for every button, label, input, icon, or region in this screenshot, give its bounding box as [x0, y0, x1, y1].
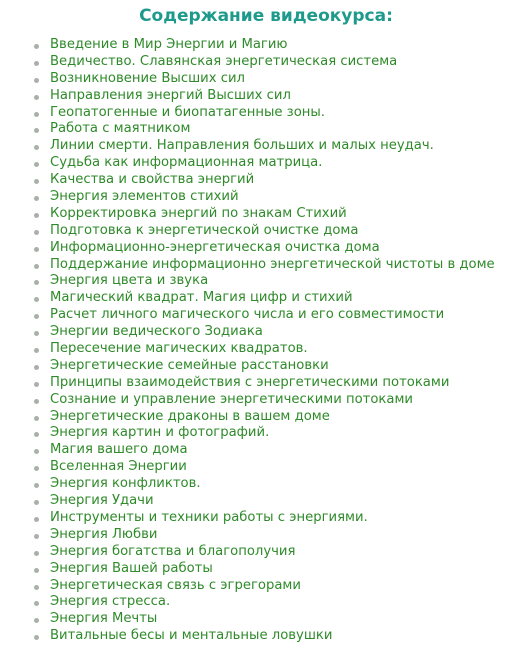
bullet-icon	[34, 95, 39, 100]
list-item-label: Энергетические драконы в вашем доме	[50, 408, 330, 424]
list-item-label: Вселенная Энергии	[50, 459, 187, 475]
bullet-icon	[34, 78, 39, 83]
list-item	[0, 561, 532, 578]
bullet-icon	[34, 297, 39, 302]
bullet-icon	[34, 128, 39, 133]
list-item	[0, 510, 532, 527]
list-item-label: Сознание и управление энергетическими потоками	[50, 391, 413, 407]
list-item-label: Энергия Любви	[50, 526, 158, 542]
bullet-icon	[34, 466, 39, 471]
bullet-icon	[34, 280, 39, 285]
bullet-icon	[34, 483, 39, 488]
bullet-icon	[34, 247, 39, 252]
list-item	[0, 223, 532, 240]
bullet-icon	[34, 196, 39, 201]
list-item	[0, 240, 532, 257]
list-item	[0, 273, 532, 290]
list-item-label: Энергетические семейные расстановки	[50, 357, 329, 373]
bullet-icon	[34, 264, 39, 269]
list-item-label: Энергия Вашей работы	[50, 560, 213, 576]
list-item	[0, 594, 532, 611]
bullet-icon	[34, 61, 39, 66]
bullet-icon	[34, 635, 39, 640]
list-item-label: Энергии ведического Зодиака	[50, 324, 263, 340]
list-item-label: Энергия Мечты	[50, 611, 158, 627]
list-item-label: Энергия цвета и звука	[50, 273, 209, 289]
bullet-icon	[34, 145, 39, 150]
list-item	[0, 324, 532, 341]
list-item	[0, 189, 532, 206]
list-item-label: Судьба как информационная матрица.	[50, 155, 323, 171]
list-item-label: Геопатогенные и биопатагенные зоны.	[50, 104, 325, 120]
bullet-icon	[34, 331, 39, 336]
list-item	[0, 409, 532, 426]
course-topic-list	[0, 37, 532, 645]
list-item-label: Энергия конфликтов.	[50, 476, 201, 492]
list-item	[0, 172, 532, 189]
list-item-label: Витальные бесы и ментальные ловушки	[50, 628, 333, 644]
bullet-icon	[34, 382, 39, 387]
bullet-icon	[34, 568, 39, 573]
list-item-label: Энергия богатства и благополучия	[50, 543, 296, 559]
list-item-label: Ведичество. Славянская энергетическая система	[50, 53, 398, 69]
list-item	[0, 358, 532, 375]
bullet-icon	[34, 416, 39, 421]
list-item	[0, 628, 532, 645]
bullet-icon	[34, 500, 39, 505]
list-item	[0, 578, 532, 595]
list-item-label: Линии смерти. Направления больших и малых неудач.	[50, 138, 434, 154]
bullet-icon	[34, 162, 39, 167]
bullet-icon	[34, 585, 39, 590]
list-item-label: Работа с маятником	[50, 121, 191, 137]
bullet-icon	[34, 517, 39, 522]
list-item	[0, 527, 532, 544]
list-item-label: Магия вашего дома	[50, 442, 188, 458]
bullet-icon	[34, 365, 39, 370]
list-item	[0, 341, 532, 358]
list-item	[0, 476, 532, 493]
list-item	[0, 37, 532, 54]
bullet-icon	[34, 601, 39, 606]
list-item	[0, 442, 532, 459]
list-item	[0, 307, 532, 324]
bullet-icon	[34, 348, 39, 353]
list-item	[0, 155, 532, 172]
list-item	[0, 257, 532, 274]
list-item	[0, 105, 532, 122]
list-item-label: Качества и свойства энергий	[50, 172, 255, 188]
bullet-icon	[34, 314, 39, 319]
bullet-icon	[34, 551, 39, 556]
list-item	[0, 375, 532, 392]
list-item-label: Направления энергий Высших сил	[50, 87, 291, 103]
bullet-icon	[34, 432, 39, 437]
list-item	[0, 88, 532, 105]
bullet-icon	[34, 618, 39, 623]
list-item-label: Расчет личного магического числа и его совместимости	[50, 307, 445, 323]
list-item	[0, 544, 532, 561]
list-item-label: Энергия Удачи	[50, 493, 154, 509]
bullet-icon	[34, 213, 39, 218]
bullet-icon	[34, 534, 39, 539]
list-item-label: Введение в Мир Энергии и Магию	[50, 37, 288, 52]
list-item	[0, 138, 532, 155]
page-title: Содержание видеокурса:	[139, 6, 393, 26]
list-item-label: Энергия картин и фотографий.	[50, 425, 270, 441]
list-item-label: Принципы взаимодействия с энергетическими потоками	[50, 374, 450, 390]
list-item	[0, 121, 532, 138]
list-item-label: Магический квадрат. Магия цифр и стихий	[50, 290, 353, 306]
bullet-icon	[34, 44, 39, 49]
list-item-label: Поддержание информационно энергетической чистоты в доме	[50, 256, 495, 272]
list-item	[0, 206, 532, 223]
bullet-icon	[34, 179, 39, 184]
list-item-label: Инструменты и техники работы с энергиями.	[50, 509, 368, 525]
list-item	[0, 493, 532, 510]
list-item-label: Энергия стресса.	[50, 594, 171, 610]
bullet-icon	[34, 112, 39, 117]
list-item	[0, 392, 532, 409]
list-item-label: Подготовка к энергетической очистке дома	[50, 222, 359, 238]
list-item	[0, 425, 532, 442]
list-item-label: Энергия элементов стихий	[50, 189, 239, 205]
bullet-icon	[34, 399, 39, 404]
list-item	[0, 54, 532, 71]
list-item	[0, 71, 532, 88]
list-item-label: Корректировка энергий по знакам Стихий	[50, 205, 347, 221]
list-item-label: Пересечение магических квадратов.	[50, 341, 308, 357]
list-item-label: Энергетическая связь с эгрегорами	[50, 577, 301, 593]
list-item-label: Информационно-энергетическая очистка дома	[50, 239, 380, 255]
list-item	[0, 459, 532, 476]
list-item	[0, 290, 532, 307]
list-item-label: Возникновение Высших сил	[50, 70, 245, 86]
list-item	[0, 611, 532, 628]
bullet-icon	[34, 449, 39, 454]
bullet-icon	[34, 230, 39, 235]
